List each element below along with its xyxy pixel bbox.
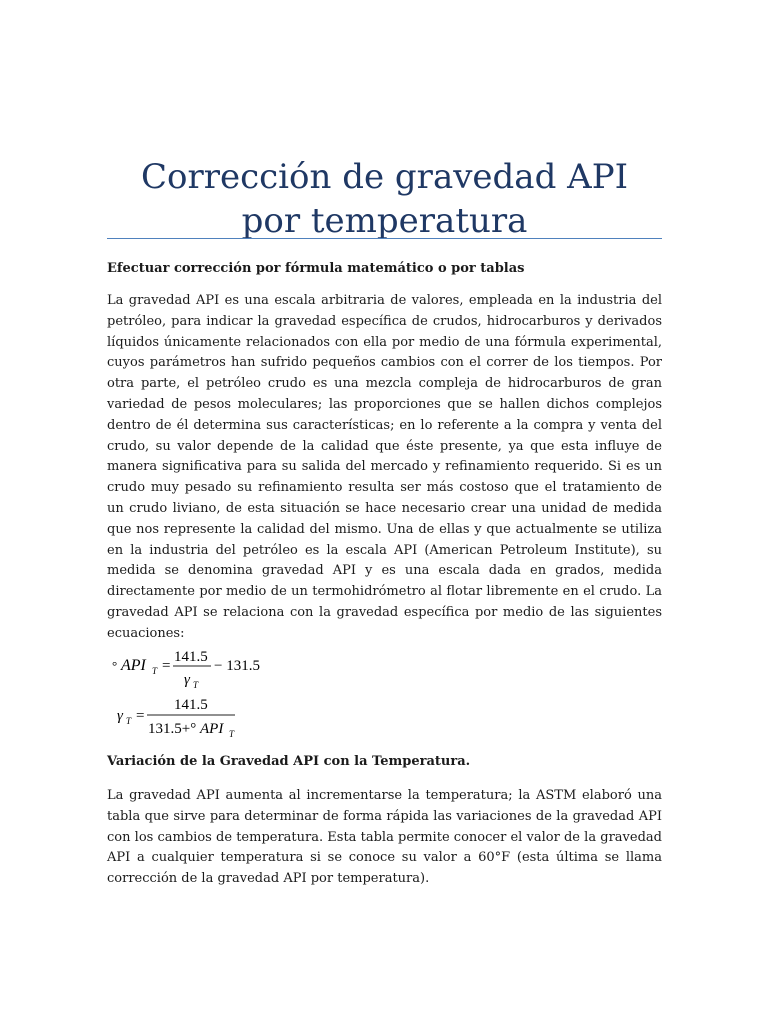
section-heading-variation: Variación de la Gravedad API con la Temperatura. [107,754,471,769]
equation-gamma-t [112,692,312,745]
section-heading-correction: Efectuar corrección por fórmula matemático o por tablas [107,261,525,276]
eq1-api: API [121,657,146,674]
eq2-equals: = [136,708,145,724]
title-underline [107,238,662,239]
eq2-gamma: γ [117,708,123,724]
eq2-denominator-prefix: 131.5+° [148,721,197,737]
eq1-numerator: 141.5 [174,649,208,665]
paragraph-api-intro: La gravedad API es una escala arbitraria de valores, empleada en la industria del petróleo, para indicar la gravedad específica de crudos, hidrocarburos y derivados líquidos únicamente relacionados con ella por medio de una fórmula experimental, cuyos parámetros han sufrido pequeños cambios con el correr de los tiempos. Por otra parte, el petróleo crudo es una mezcla compleja de hidrocarburos de gran variedad de pesos moleculares; las proporciones que se hallen dichos complejos dentro de él determina sus características; en lo referente a la compra y venta del crudo, su valor depende de la calidad que éste presente, ya que esta influye de manera significativa para su salida del mercado y refinamiento requerido. Si es un crudo muy pesado su refinamiento resulta ser más costoso que el tratamiento de un crudo liviano, de esta situación se hace necesario crear una unidad de medida que nos represente la calidad del mismo. Una de ellas y que actualmente se utiliza en la industria del petróleo es la escala API (American Petroleum Institute), su medida se denomina gravedad API y es una escala dada en grados, medida directamente por medio de un termohidrómetro al flotar libremente en el crudo. La gravedad API se relaciona con la gravedad específica por medio de las siguientes ecuaciones: [107,293,662,641]
eq1-tail: − 131.5 [214,658,260,674]
eq1-degree: ° [112,658,118,673]
eq2-api: API [200,721,224,737]
eq1-api-subscript: T [152,666,158,676]
equation-api-t [112,643,312,696]
eq2-gamma-subscript: T [126,716,132,726]
equation-gamma-t-svg [112,692,312,740]
equation-api-t-svg [112,643,312,691]
eq2-api-subscript: T [229,729,235,739]
document-title: Corrección de gravedad API por temperatura [140,157,629,241]
paragraph-api-temperature: La gravedad API aumenta al incrementarse la temperatura; la ASTM elaboró una tabla que sirve para determinar de forma rápida las variaciones de la gravedad API con los cambios de temperatura. Esta tabla permite conocer el valor de la gravedad API a cualquier temperatura si se conoce su valor a 60°F (esta última se llama corrección de la gravedad API por temperatura). [107,788,662,887]
eq1-gamma: γ [184,672,190,688]
eq2-numerator: 141.5 [174,697,208,713]
eq1-gamma-subscript: T [193,680,199,690]
eq1-equals: = [162,658,171,674]
